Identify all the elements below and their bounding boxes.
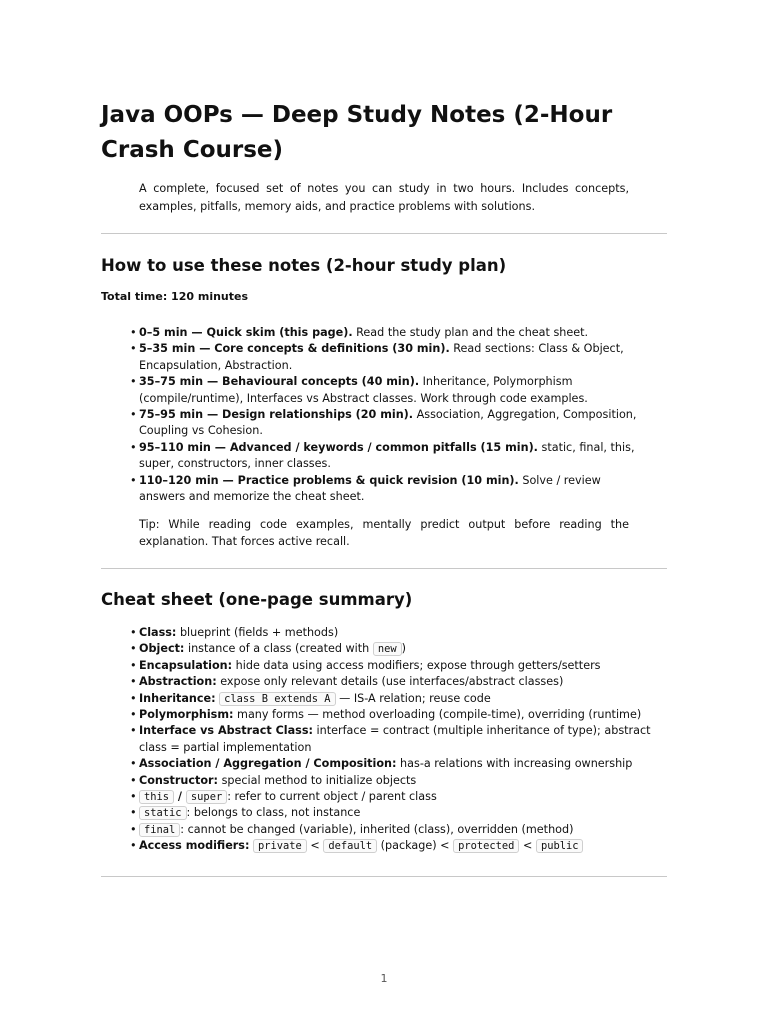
code-snippet: private — [253, 839, 307, 853]
study-plan-list — [139, 325, 639, 505]
section-divider — [101, 233, 667, 234]
section-divider — [101, 568, 667, 569]
code-snippet: static — [139, 806, 187, 820]
code-snippet: protected — [453, 839, 519, 853]
list-item: • Polymorphism: many forms — method overloading (compile-time), overriding (runtime) — [139, 707, 659, 723]
code-snippet: class B extends A — [219, 692, 335, 706]
list-item: • Interface vs Abstract Class: interface = contract (multiple inheritance of type); abstract class = partial implementation — [139, 723, 659, 756]
code-snippet: new — [373, 642, 402, 656]
list-item: • Association / Aggregation / Composition: has-a relations with increasing ownership — [139, 756, 659, 772]
list-item: • Encapsulation: hide data using access modifiers; expose through getters/setters — [139, 658, 659, 674]
list-item: • 75–95 min — Design relationships (20 min). Association, Aggregation, Composition, Coupling vs Cohesion. — [139, 407, 639, 440]
list-item: • Class: blueprint (fields + methods) — [139, 625, 659, 641]
page-title: Java OOPs — Deep Study Notes (2-Hour Crash Course) — [101, 102, 613, 163]
list-item: • Object: instance of a class (created with new ) — [139, 641, 659, 657]
list-item: • 5–35 min — Core concepts & definitions (30 min). Read sections: Class & Object, Encapsulation, Abstraction. — [139, 341, 639, 374]
total-time: Total time: 120 minutes — [101, 290, 249, 303]
study-tip: Tip: While reading code examples, mentally predict output before reading the explanation. That forces active recall. — [139, 518, 629, 548]
code-snippet: public — [536, 839, 584, 853]
list-item: • static : belongs to class, not instance — [139, 805, 659, 821]
code-snippet: super — [186, 790, 227, 804]
list-item: • Constructor: special method to initialize objects — [139, 773, 659, 789]
list-item: • 0–5 min — Quick skim (this page). Read the study plan and the cheat sheet. — [139, 325, 639, 341]
code-snippet: final — [139, 823, 180, 837]
cheat-sheet-heading: Cheat sheet (one-page summary) — [101, 590, 413, 609]
code-snippet: default — [323, 839, 377, 853]
page-number: 1 — [380, 972, 388, 985]
list-item: • this / super : refer to current object / parent class — [139, 789, 659, 805]
list-item: • Abstraction: expose only relevant details (use interfaces/abstract classes) — [139, 674, 659, 690]
plan-heading: How to use these notes (2-hour study plan) — [101, 256, 507, 275]
list-item: • 110–120 min — Practice problems & quick revision (10 min). Solve / review answers and memorize the cheat sheet. — [139, 473, 639, 506]
section-divider — [101, 876, 667, 877]
list-item: • Access modifiers: private < default (package) < protected < public — [139, 838, 659, 854]
list-item: • 95–110 min — Advanced / keywords / common pitfalls (15 min). static, final, this, super, constructors, inner classes. — [139, 440, 639, 473]
list-item: • 35–75 min — Behavioural concepts (40 min). Inheritance, Polymorphism (compile/runtime), Interfaces vs Abstract classes. Work through code examples. — [139, 374, 639, 407]
code-snippet: this — [139, 790, 174, 804]
list-item: • Inheritance: class B extends A — IS-A relation; reuse code — [139, 691, 659, 707]
list-item: • final : cannot be changed (variable), inherited (class), overridden (method) — [139, 822, 659, 838]
cheat-sheet-list — [139, 625, 659, 855]
intro-paragraph: A complete, focused set of notes you can study in two hours. Includes concepts, examples, pitfalls, memory aids, and practice problems with solutions. — [139, 182, 629, 213]
